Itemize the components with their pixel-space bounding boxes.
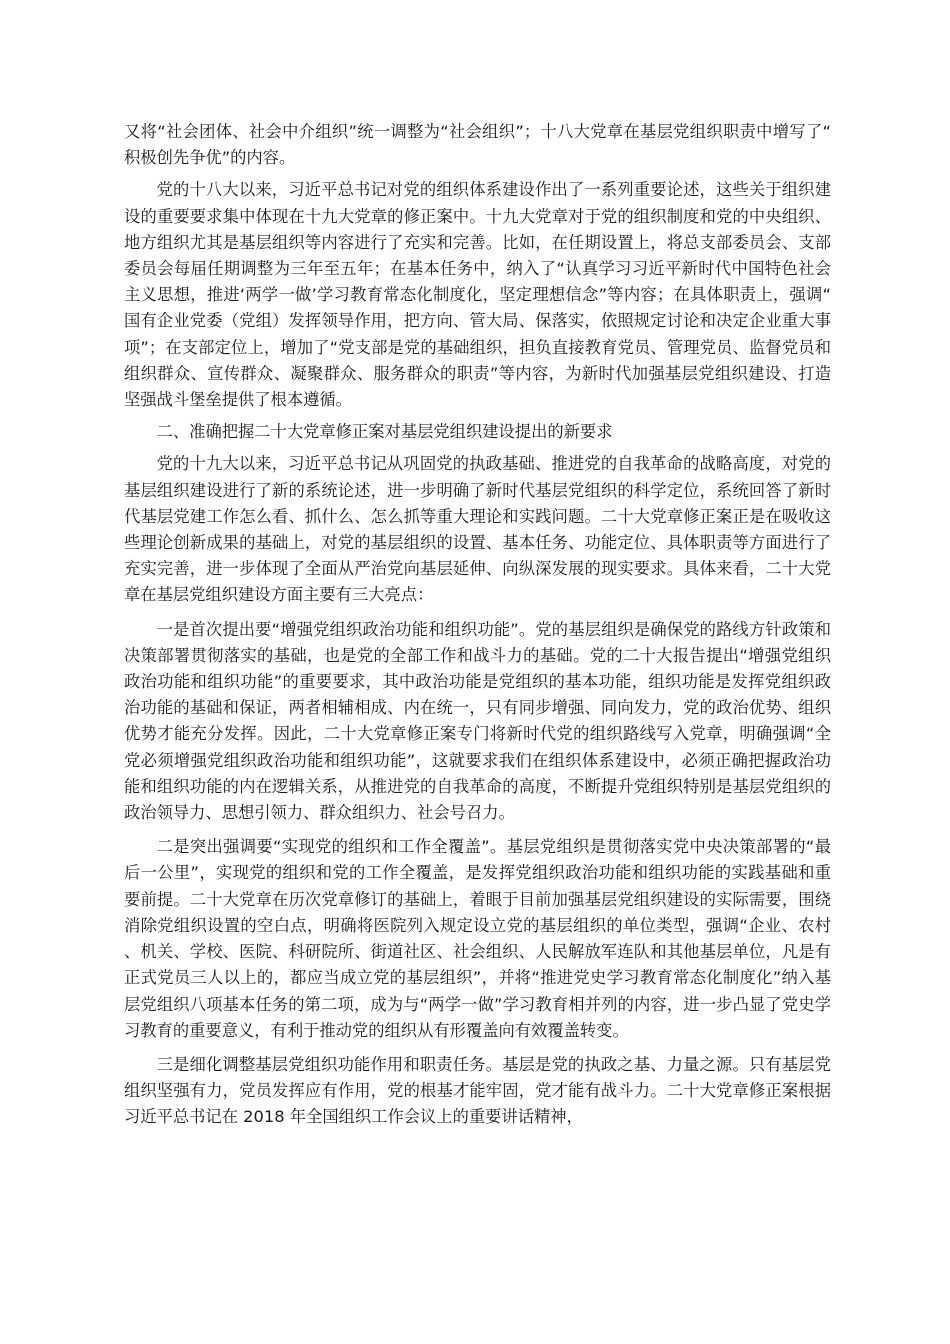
paragraph-3: 党的十九大以来，习近平总书记从巩固党的执政基础、推进党的自我革命的战略高度，对党的基层组织建设进行了新的系统论述，进一步明确了新时代基层党组织的科学定位，系统回答了新时代基层党建工作怎么看、抓什么、怎么抓等重大理论和实践问题。二十大党章修正案正是在吸收这些理论创新成果的基础上，对党的基层组织的设置、基本任务、功能定位、具体职责等方面进行了充实完善，进一步体现了全面从严治党向基层延伸、向纵深发展的现实要求。具体来看，二十大党章在基层党组织建设方面主要有三大亮点：: [124, 454, 831, 605]
paragraph-5: 二是突出强调要“实现党的组织和工作全覆盖”。基层党组织是贯彻落实党中央决策部署的“最后一公里”，实现党的组织和党的工作全覆盖，是发挥党组织政治功能和组织功能的实践基础和重要前提。二十大党章在历次党章修订的基础上，着眼于目前加强基层党组织建设的实际需要，围绕消除党组织设置的空白点，明确将医院列入规定设立党的基层组织的单位类型，强调“企业、农村、机关、学校、医院、科研院所、街道社区、社会组织、人民解放军连队和其他基层单位，凡是有正式党员三人以上的，都应当成立党的基层组织”，并将“推进党史学习教育常态化制度化”纳入基层党组织八项基本任务的第二项，成为与“两学一做”学习教育相并列的内容，进一步凸显了党史学习教育的重要意义，有利于推动党的组织从有形覆盖向有效覆盖转变。: [124, 837, 831, 1040]
section-heading-2: 二、准确把握二十大党章修正案对基层党组织建设提出的新要求: [156, 422, 613, 442]
paragraph-4: 一是首次提出要“增强党组织政治功能和组织功能”。党的基层组织是确保党的路线方针政策和决策部署贯彻落实的基础，也是党的全部工作和战斗力的基础。党的二十大报告提出“增强党组织政治功能和组织功能”的重要要求，其中政治功能是党组织的基本功能，组织功能是发挥党组织政治功能的基础和保证，两者相辅相成、内在统一，只有同步增强、同向发力，党的政治优势、组织优势才能充分发挥。因此，二十大党章修正案专门将新时代党的组织路线写入党章，明确强调“全党必须增强党组织政治功能和组织功能”，这就要求我们在组织体系建设中，必须正确把握政治功能和组织功能的内在逻辑关系，从推进党的自我革命的高度，不断提升党组织特别是基层党组织的政治领导力、思想引领力、群众组织力、社会号召力。: [124, 619, 831, 823]
paragraph-6: 三是细化调整基层党组织功能作用和职责任务。基层是党的执政之基、力量之源。只有基层党组织坚强有力，党员发挥应有作用，党的根基才能牢固，党才能有战斗力。二十大党章修正案根据习近平总书记在 2018 年全国组织工作会议上的重要讲话精神，: [124, 1054, 831, 1127]
paragraph-1: 又将“社会团体、社会中介组织”统一调整为“社会组织”；十八大党章在基层党组织职责中增写了“积极创先争优”的内容。: [124, 122, 831, 168]
document-page: [124, 119, 831, 1131]
paragraph-2: 党的十八大以来，习近平总书记对党的组织体系建设作出了一系列重要论述，这些关于组织建设的重要要求集中体现在十九大党章的修正案中。十九大党章对于党的组织制度和党的中央组织、地方组织尤其是基层组织等内容进行了充实和完善。比如，在任期设置上，将总支部委员会、支部委员会每届任期调整为三年至五年；在基本任务中，纳入了“认真学习习近平新时代中国特色社会主义思想，推进‘两学一做’学习教育常态化制度化，坚定理想信念”等内容；在具体职责上，强调“国有企业党委（党组）发挥领导作用，把方向、管大局、保落实，依照规定讨论和决定企业重大事项”；在支部定位上，增加了“党支部是党的基础组织，担负直接教育党员、管理党员、监督党员和组织群众、宣传群众、凝聚群众、服务群众的职责”等内容，为新时代加强基层党组织建设、打造坚强战斗堡垒提供了根本遵循。: [124, 180, 831, 410]
